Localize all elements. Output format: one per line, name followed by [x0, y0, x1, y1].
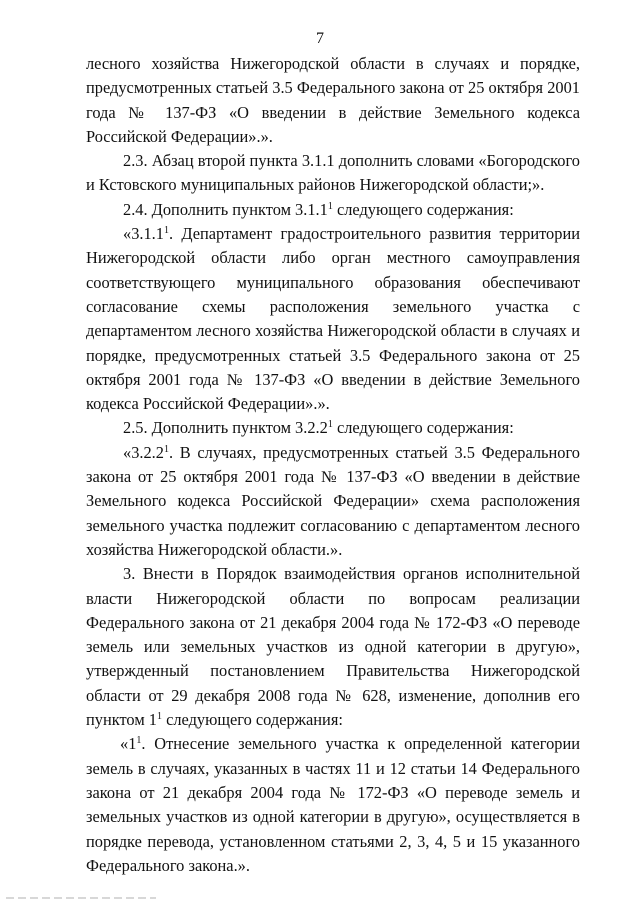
paragraph-3-2-2-1-text: . В случаях, предусмотренных статьей 3.5 Федерального закона от 25 октября 2001 года № 137-ФЗ «О введении в действие Земельного кодекса Российской Федерации» схема расположения земельного участка подлежит согласованию с департаментом лесного хозяйства Нижегородской области.». [86, 442, 580, 559]
superscript: 1 [163, 443, 169, 455]
superscript: 1 [327, 419, 333, 431]
paragraph-2-5-tail: следующего содержания: [332, 418, 514, 438]
superscript: 1 [136, 735, 142, 747]
paragraph-2-5 [86, 416, 580, 440]
page-number: 7 [316, 30, 324, 47]
paragraph-2-4-tail: следующего содержания: [332, 199, 514, 219]
superscript: 1 [327, 200, 333, 212]
paragraph-2-3: 2.3. Абзац второй пункта 3.1.1 дополнить словами «Богородского и Кстовского муниципальных районов Нижегородской области;». [86, 151, 580, 195]
paragraph-3-2-2-1-head: «3.2.2 [123, 442, 164, 462]
paragraph-3 [86, 562, 580, 732]
superscript: 1 [163, 225, 169, 237]
paragraph-2-5-text: 2.5. Дополнить пунктом 3.2.2 [123, 418, 328, 438]
paragraph-3-text: 3. Внести в Порядок взаимодействия органов исполнительной власти Нижегородской области по вопросам реализации Федерального закона от 21 декабря 2004 года № 172-ФЗ «О переводе земель или земельных участков из одной категории в другую», утвержденный постановлением Правительства Нижегородской области от 29 декабря 2008 года № 628, изменение, дополнив его пунктом 1 [86, 564, 580, 730]
document-body [86, 52, 580, 878]
paragraph-3-1-1-1-head: «3.1.1 [123, 224, 164, 244]
superscript: 1 [156, 711, 162, 723]
paragraph-3-tail: следующего содержания: [161, 710, 343, 730]
paragraph-1-1-text: . Отнесение земельного участка к определенной категории земель в случаях, указанных в частях 11 и 12 статьи 14 Федерального закона от 21 декабря 2004 года № 172-ФЗ «О переводе земель и земельных участков из одной категории в другую», осуществляется в порядке перевода, установленном статьями 2, 3, 4, 5 и 15 указанного Федерального закона.». [86, 734, 580, 875]
paragraph-2-4 [86, 198, 580, 222]
paragraph-2-4-text: 2.4. Дополнить пунктом 3.1.1 [123, 199, 328, 219]
paragraph-1-1 [86, 732, 580, 878]
paragraph-3-2-2-1 [86, 441, 580, 562]
paragraph-3-1-1-1 [86, 222, 580, 416]
paragraph-continuation: лесного хозяйства Нижегородской области в случаях и порядке, предусмотренных статьей 3.5 Федерального закона от 25 октября 2001 года № 137-ФЗ «О введении в действие Земельного кодекса Российской Федерации».». [86, 54, 580, 146]
paragraph-1-1-head: «1 [120, 734, 137, 754]
paragraph-3-1-1-1-text: . Департамент градостроительного развития территории Нижегородской области либо орган местного самоуправления соответствующего муниципального образования обеспечивают согласование схемы расположения земельного участка с департаментом лесного хозяйства Нижегородской области в случаях и порядке, предусмотренных статьей 3.5 Федерального закона от 25 октября 2001 года № 137-ФЗ «О введении в действие Земельного кодекса Российской Федерации».». [86, 224, 580, 414]
scan-artifact [6, 897, 156, 899]
